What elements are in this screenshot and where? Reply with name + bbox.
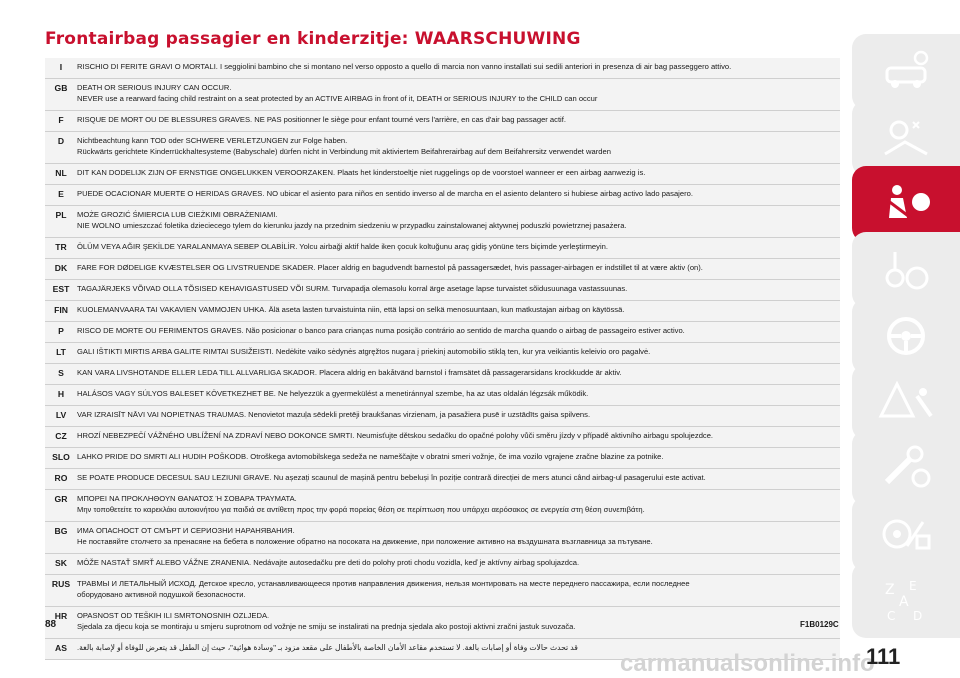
table-row bbox=[45, 554, 840, 575]
language-code: TR bbox=[55, 242, 67, 252]
table-row bbox=[45, 469, 840, 490]
language-code: NL bbox=[55, 168, 67, 178]
language-code: EST bbox=[52, 284, 70, 294]
warning-line-1: DEATH OR SERIOUS INJURY CAN OCCUR. bbox=[77, 83, 232, 92]
warning-line-1: Nichtbeachtung kann TOD oder SCHWERE VERLETZUNGEN zur Folge haben. bbox=[77, 136, 348, 145]
table-row bbox=[45, 111, 840, 132]
language-code: RUS bbox=[51, 579, 71, 589]
warning-text bbox=[77, 241, 840, 252]
warning-line-1: RISQUE DE MORT OU DE BLESSURES GRAVES. NE PAS positionner le siège pour enfant tourné vers l'arrière, en cas d'air bag passager actif. bbox=[77, 115, 566, 124]
image-code: F1B0129C bbox=[800, 620, 839, 629]
table-row bbox=[45, 364, 840, 385]
table-row bbox=[45, 607, 840, 639]
warning-text bbox=[77, 114, 840, 125]
index-letters-icon bbox=[877, 574, 935, 626]
table-row bbox=[45, 301, 840, 322]
table-row bbox=[45, 280, 840, 301]
warning-text bbox=[77, 451, 840, 462]
language-code: SK bbox=[55, 558, 67, 568]
starting-driving-icon bbox=[877, 244, 935, 296]
airbag-safety-icon bbox=[877, 178, 935, 230]
chapter-tab[interactable] bbox=[852, 232, 960, 308]
warning-text bbox=[77, 346, 840, 357]
chapter-tab[interactable] bbox=[852, 562, 960, 638]
language-code: FIN bbox=[54, 305, 68, 315]
warning-line-1: SE POATE PRODUCE DECESUL SAU LEZIUNI GRAVE. Nu așezați scaunul de mașină pentru bebeluși în poziție contrară direcției de mers atunci când airbag-ul pasagerului este activat. bbox=[77, 473, 706, 482]
language-code: D bbox=[57, 136, 65, 146]
table-row bbox=[45, 58, 840, 79]
table-row bbox=[45, 490, 840, 522]
table-row bbox=[45, 343, 840, 364]
svg-text:D: D bbox=[913, 609, 923, 623]
table-row bbox=[45, 185, 840, 206]
chapter-tab[interactable] bbox=[852, 100, 960, 176]
table-row bbox=[45, 406, 840, 427]
language-code: F bbox=[58, 115, 64, 125]
language-code: I bbox=[59, 62, 63, 72]
warning-text bbox=[77, 304, 840, 315]
car-info-icon bbox=[877, 46, 935, 98]
warning-text bbox=[77, 325, 840, 336]
warning-text bbox=[77, 578, 840, 600]
warning-line-1: MÔŽE NASTAŤ SMRŤ ALEBO VÁŽNE ZRANENIA. Nedávajte autosedačku pre deti do polohy proti chodu vozidla, keď je aktívny airbag spolujazdca. bbox=[77, 558, 580, 567]
table-row bbox=[45, 164, 840, 185]
dashboard-lights-icon bbox=[877, 112, 935, 164]
svg-text:Z: Z bbox=[885, 582, 895, 598]
warning-line-1: RISCO DE MORTE OU FERIMENTOS GRAVES. Não posicionar o banco para crianças numa posição contrário ao sentido de marcha quando o airbag de passageiro estiver activo. bbox=[77, 326, 685, 335]
chapter-tab[interactable] bbox=[852, 34, 960, 110]
table-row bbox=[45, 322, 840, 343]
warning-line-1: ТРАВМЫ И ЛЕТАЛЬНЫЙ ИСХОД. Детское кресло, устанавливающееся против направления движения, нельзя монтировать на месте переднего пассажира, если последнее bbox=[77, 579, 690, 588]
warning-text bbox=[77, 262, 840, 273]
warning-line-1: ИМА ОПАСНОСТ ОТ СМЪРТ И СЕРИОЗНИ НАРАНЯВАНИЯ. bbox=[77, 526, 295, 535]
warning-line-1: KUOLEMANVAARA TAI VAKAVIEN VAMMOJEN UHKA. Älä aseta lasten turvaistuinta niin, että lapsi on selkä menosuuntaan, kun matkustajan airbag on käytössä. bbox=[77, 305, 625, 314]
language-code: P bbox=[58, 326, 64, 336]
language-code: PL bbox=[55, 210, 67, 220]
steering-wheel-icon bbox=[877, 310, 935, 362]
table-row bbox=[45, 448, 840, 469]
watermark: carmanualsonline.info bbox=[620, 650, 875, 677]
warning-text bbox=[77, 167, 840, 178]
language-code: RO bbox=[54, 473, 68, 483]
warning-line-1: PUEDE OCACIONAR MUERTE O HERIDAS GRAVES. NO ubicar el asiento para niños en sentido inverso al de marcha en el asiento delantero si hubiese airbag activo lado pasajero. bbox=[77, 189, 693, 198]
warning-line-2: Sjedala za djecu koja se montiraju u smjeru suprotnom od vožnje ne smiju se instalirati na prednja sjedala ako postoji aktivni zračni jastuk suvozača. bbox=[77, 622, 576, 631]
warning-line-1: HROZÍ NEBEZPEČÍ VÁŽNÉHO UBLÍŽENÍ NA ZDRAVÍ NEBO DOKONCE SMRTI. Neumisťujte dětskou sedačku do opačné polohy vůči směru jízdy v případě aktivního airbagu spolujezdce. bbox=[77, 431, 714, 440]
language-code: AS bbox=[55, 643, 67, 653]
warning-line-1: ÖLÜM VEYA AĞIR ŞEKİLDE YARALANMAYA SEBEP OLABİLİR. Yolcu airbaği aktif halde iken çocuk koltuğunu araç gidiş yönüne ters biçimde yerleştirmeyin. bbox=[77, 242, 608, 251]
warning-line-1: VAR IZRAISĪT NĀVI VAI NOPIETNAS TRAUMAS. Nenovietot mazuļa sēdekli pretēji braukšanas virzienam, ja pasažiera pusē ir uzstādīts gaisa spilvens. bbox=[77, 410, 591, 419]
language-code: GB bbox=[54, 83, 68, 93]
warning-text bbox=[77, 557, 840, 568]
warning-line-1: TAGAJÄRJEKS VÕIVAD OLLA TÕSISED KEHAVIGASTUSED VÕI SURM. Turvapadja olemasolu korral ärge asetage lapse turvaistet sõidusuunaga vastassuunas. bbox=[77, 284, 628, 293]
warning-line-2: NIE WOLNO umieszczać foletika dzieciecego tylem do kierunku jazdy na przednim siedzeniu w przypadku zainstalowanej aktywnej poduszki powietrznej pasażera. bbox=[77, 221, 627, 230]
table-row bbox=[45, 238, 840, 259]
technical-data-icon bbox=[877, 508, 935, 560]
warning-text bbox=[77, 188, 840, 199]
warning-table bbox=[45, 58, 840, 660]
table-row bbox=[45, 132, 840, 164]
chapter-tab[interactable] bbox=[852, 364, 960, 440]
warning-text bbox=[77, 472, 840, 483]
warning-line-2: оборудовано активной подушкой безопасности. bbox=[77, 590, 246, 599]
warning-text bbox=[77, 525, 840, 547]
warning-line-1: LAHKO PRIDE DO SMRTI ALI HUDIH POŠKODB. Otroškega avtomobilskega sedeža ne nameščajte v obratni smeri vožnje, če ima vozilo vgrajene zračne blazine za potnike. bbox=[77, 452, 664, 461]
warning-line-1: HALÁSOS VAGY SÚLYOS BALESET KÖVETKEZHET BE. Ne helyezzük a gyermekülést a menetiránnyal szembe, ha az utas oldalán légzsák működik. bbox=[77, 389, 589, 398]
chapter-tab[interactable] bbox=[852, 166, 960, 242]
warning-line-1: RISCHIO DI FERITE GRAVI O MORTALI. I seggiolini bambino che si montano nel verso opposto a quello di marcia non vanno installati sui sedili anteriori in presenza di air bag passeggero attivo. bbox=[77, 62, 732, 71]
warning-text bbox=[77, 409, 840, 420]
table-row bbox=[45, 79, 840, 111]
language-code: CZ bbox=[55, 431, 67, 441]
language-code: LT bbox=[56, 347, 66, 357]
warning-line-2: Μην τοποθετείτε το καρεκλάκι αυτοκινήτου για παιδιά σε αντίθετη προς την φορά πορείας θέση σε περίπτωση που υπάρχει αερόσακος σε ενεργεία στη θέση συνεπιβάτη. bbox=[77, 505, 645, 514]
table-row bbox=[45, 385, 840, 406]
chapter-sidebar bbox=[852, 34, 960, 634]
corner-page-number: 111 bbox=[866, 644, 901, 669]
warning-line-1: KAN VARA LIVSHOTANDE ELLER LEDA TILL ALLVARLIGA SKADOR. Placera aldrig en bakåtvänd barnstol i framsätet då passagerarsidans krockkudde är aktiv. bbox=[77, 368, 622, 377]
warning-line-1: قد تحدث حالات وفاة أو إصابات بالغة. لا تستخدم مقاعد الأمان الخاصة بالأطفال على مقعد مزود بـ "وسادة هوائية"، حيث إن الطفل قد يتعرض للوفاة أو لإصابة بالغة. bbox=[77, 643, 578, 652]
language-code: DK bbox=[54, 263, 68, 273]
table-row bbox=[45, 522, 840, 554]
warning-text bbox=[77, 388, 840, 399]
language-code: SLO bbox=[52, 452, 70, 462]
warning-line-1: DIT KAN DODELIJK ZIJN OF ERNSTIGE ONGELUKKEN VEROORZAKEN. Plaats het kinderstoeltje niet ruggelings op de voorstoel wanneer er een airbag aanwezig is. bbox=[77, 168, 646, 177]
table-row bbox=[45, 259, 840, 280]
chapter-tab[interactable] bbox=[852, 496, 960, 572]
table-row bbox=[45, 206, 840, 238]
warning-triangle-icon bbox=[877, 376, 935, 428]
language-code: HR bbox=[54, 611, 68, 621]
language-code: GR bbox=[54, 494, 68, 504]
language-code: H bbox=[57, 389, 65, 399]
language-code: LV bbox=[55, 410, 67, 420]
language-code: E bbox=[58, 189, 64, 199]
svg-text:E: E bbox=[909, 579, 917, 593]
warning-line-1: MOŻE GROZIĆ ŚMIERCIA LUB CIEŻKIMI OBRAŻENIAMI. bbox=[77, 210, 278, 219]
warning-text bbox=[77, 367, 840, 378]
warning-text bbox=[77, 209, 840, 231]
language-code: S bbox=[58, 368, 64, 378]
warning-line-2: NEVER use a rearward facing child restraint on a seat protected by an ACTIVE AIRBAG in front of it, DEATH or SERIOUS INJURY to the CHILD can occur bbox=[77, 94, 598, 103]
warning-line-1: GALI IŠTIKTI MIRTIS ARBA GALITE RIMTAI SUSIŽEISTI. Nedėkite vaiko sėdynės atgręžtos nugara į priekinį automobilio stiklą ten, kur yra veikiantis keleivio oro pagalvė. bbox=[77, 347, 651, 356]
warning-text bbox=[77, 61, 840, 72]
chapter-tab[interactable] bbox=[852, 430, 960, 506]
warning-line-2: Rückwärts gerichtete Kinderrückhaltesysteme (Babyschale) dürfen nicht in Verbindung mit aktiviertem Beifahrerairbag auf dem Beifahrersitz verwendet warden bbox=[77, 147, 611, 156]
chapter-tab[interactable] bbox=[852, 298, 960, 374]
warning-line-2: Не поставяйте столчето за пренасяне на бебета в положение обратно на посоката на движение, при положение активно на въздушната възглавница за пътуване. bbox=[77, 537, 653, 546]
page-number: 88 bbox=[45, 619, 57, 630]
warning-line-1: ΜΠΟΡΕΙ ΝΑ ΠΡΟΚΛΗΘΟΥΝ ΘΑΝΑΤΟΣ Ή ΣΟΒΑΡΑ ΤΡΑΥΜΑΤΑ. bbox=[77, 494, 297, 503]
table-row bbox=[45, 427, 840, 448]
warning-text bbox=[77, 610, 840, 632]
warning-text bbox=[77, 430, 840, 441]
svg-text:C: C bbox=[887, 609, 896, 623]
warning-line-1: OPASNOST OD TEŠKIH ILI SMRTONOSNIH OZLJEDA. bbox=[77, 611, 270, 620]
svg-text:A: A bbox=[899, 594, 909, 610]
warning-text bbox=[77, 135, 840, 157]
warning-text bbox=[77, 493, 840, 515]
language-code: BG bbox=[54, 526, 68, 536]
warning-text bbox=[77, 82, 840, 104]
page-title: Frontairbag passagier en kinderzitje: WAARSCHUWING bbox=[45, 29, 581, 49]
warning-text bbox=[77, 283, 840, 294]
warning-line-1: FARE FOR DØDELIGE KVÆSTELSER OG LIVSTRUENDE SKADER. Placer aldrig en bagudvendt barnestol på passagersædet, hvis passager-airbagen er indstillet til at være aktiv (on). bbox=[77, 263, 703, 272]
wrench-car-icon bbox=[877, 442, 935, 494]
table-row bbox=[45, 575, 840, 607]
